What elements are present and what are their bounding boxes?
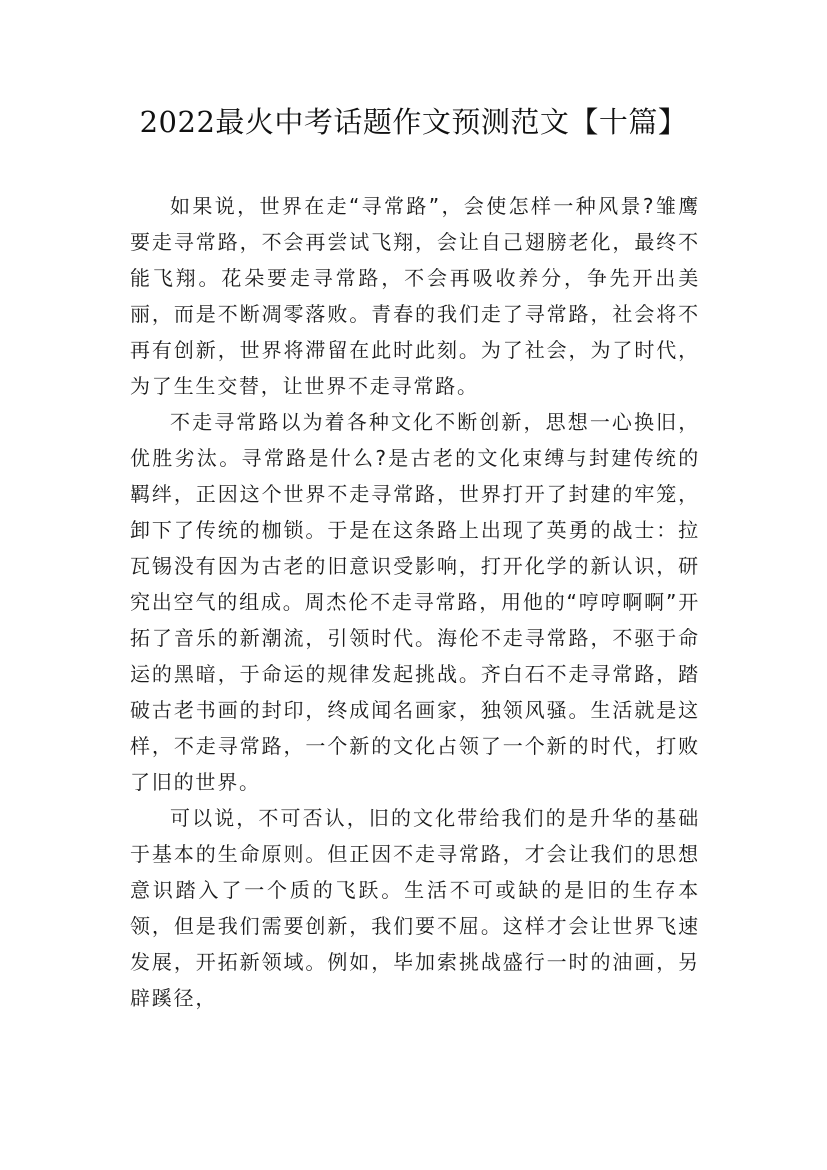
paragraph: 可以说，不可否认，旧的文化带给我们的是升华的基础于基本的生命原则。但正因不走寻常路，才会让我们的思想意识踏入了一个质的飞跃。生活不可或缺的是旧的生存本领，但是我们需要创新，我们要不屈。这样才会让世界飞速发展，开拓新领域。例如，毕加索挑战盛行一时的油画，另辟蹊径， [130,806,700,1010]
paragraph: 如果说，世界在走“寻常路”，会使怎样一种风景?雏鹰要走寻常路，不会再尝试飞翔，会让自己翅膀老化，最终不能飞翔。花朵要走寻常路，不会再吸收养分，争先开出美丽，而是不断凋零落败。青春的我们走了寻常路，社会将不再有创新，世界将滞留在此时此刻。为了社会，为了时代，为了生生交替，让世界不走寻常路。 [130,194,700,398]
document-title: 2022最火中考话题作文预测范文【十篇】 [139,105,688,139]
paragraph: 不走寻常路以为着各种文化不断创新，思想一心换旧，优胜劣汰。寻常路是什么?是古老的文化束缚与封建传统的羁绊，正因这个世界不走寻常路，世界打开了封建的牢笼，卸下了传统的枷锁。于是在这条路上出现了英勇的战士：拉瓦锡没有因为古老的旧意识受影响，打开化学的新认识，研究出空气的组成。周杰伦不走寻常路，用他的“哼哼啊啊”开拓了音乐的新潮流，引领时代。海伦不走寻常路，不驱于命运的黑暗，于命运的规律发起挑战。齐白石不走寻常路，踏破古老书画的封印，终成闻名画家，独领风骚。生活就是这样，不走寻常路，一个新的文化占领了一个新的时代，打败了旧的世界。 [130,410,700,794]
document-body [130,188,700,1016]
